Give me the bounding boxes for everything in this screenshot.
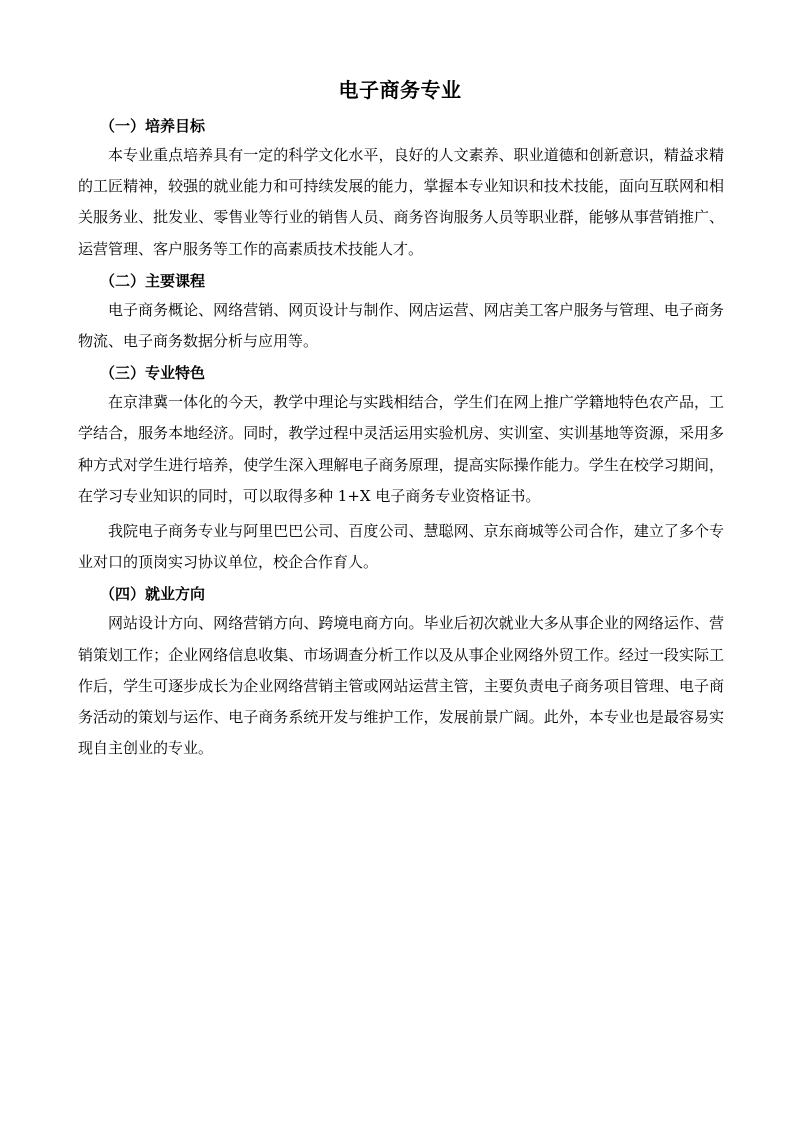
section-employment: [78, 582, 724, 764]
section-features: [78, 361, 724, 578]
section-heading: （二）主要课程: [100, 271, 206, 290]
section-paragraph: 我院电子商务专业与阿里巴巴公司、百度公司、慧聪网、京东商城等公司合作，建立了多个专业对口的顶岗实习协议单位，校企合作育人。: [78, 522, 724, 572]
section-heading: （一）培养目标: [100, 117, 206, 135]
section-main-courses: [78, 269, 724, 357]
section-paragraph: 在京津冀一体化的今天，教学中理论与实践相结合，学生们在网上推广学籍地特色农产品，工学结合，服务本地经济。同时，教学过程中灵活运用实验机房、实训室、实训基地等资源，采用多种方式对学生进行培养，使学生深入理解电子商务原理，提高实际操作能力。学生在校学习期间，在学习专业知识的同时，可以取得多种 1+X 电子商务专业资格证书。: [78, 393, 724, 505]
section-paragraph: 网站设计方向、网络营销方向、跨境电商方向。毕业后初次就业大多从事企业的网络运作、营销策划工作；企业网络信息收集、市场调查分析工作以及从事企业网络外贸工作。经过一段实际工作后，学生可逐步成长为企业网络营销主管或网站运营主管，主要负责电子商务项目管理、电子商务活动的策划与运作、电子商务系统开发与维护工作，发展前景广阔。此外，本专业也是最容易实现自主创业的专业。: [78, 614, 724, 758]
document-body: [78, 114, 724, 768]
section-training-goals: [78, 114, 724, 265]
section-paragraph: 电子商务概论、网络营销、网页设计与制作、网店运营、网店美工客户服务与管理、电子商务物流、电子商务数据分析与应用等。: [78, 300, 724, 351]
section-paragraph: 本专业重点培养具有一定的科学文化水平，良好的人文素养、职业道德和创新意识，精益求精的工匠精神，较强的就业能力和可持续发展的能力，掌握本专业知识和技术技能，面向互联网和相关服务业、批发业、零售业等行业的销售人员、商务咨询服务人员等职业群，能够从事营销推广、运营管理、客户服务等工作的高素质技术技能人才。: [78, 146, 724, 258]
section-heading: （三）专业特色: [100, 364, 206, 383]
document-title: 电子商务专业: [338, 78, 462, 102]
section-heading: （四）就业方向: [100, 585, 206, 604]
